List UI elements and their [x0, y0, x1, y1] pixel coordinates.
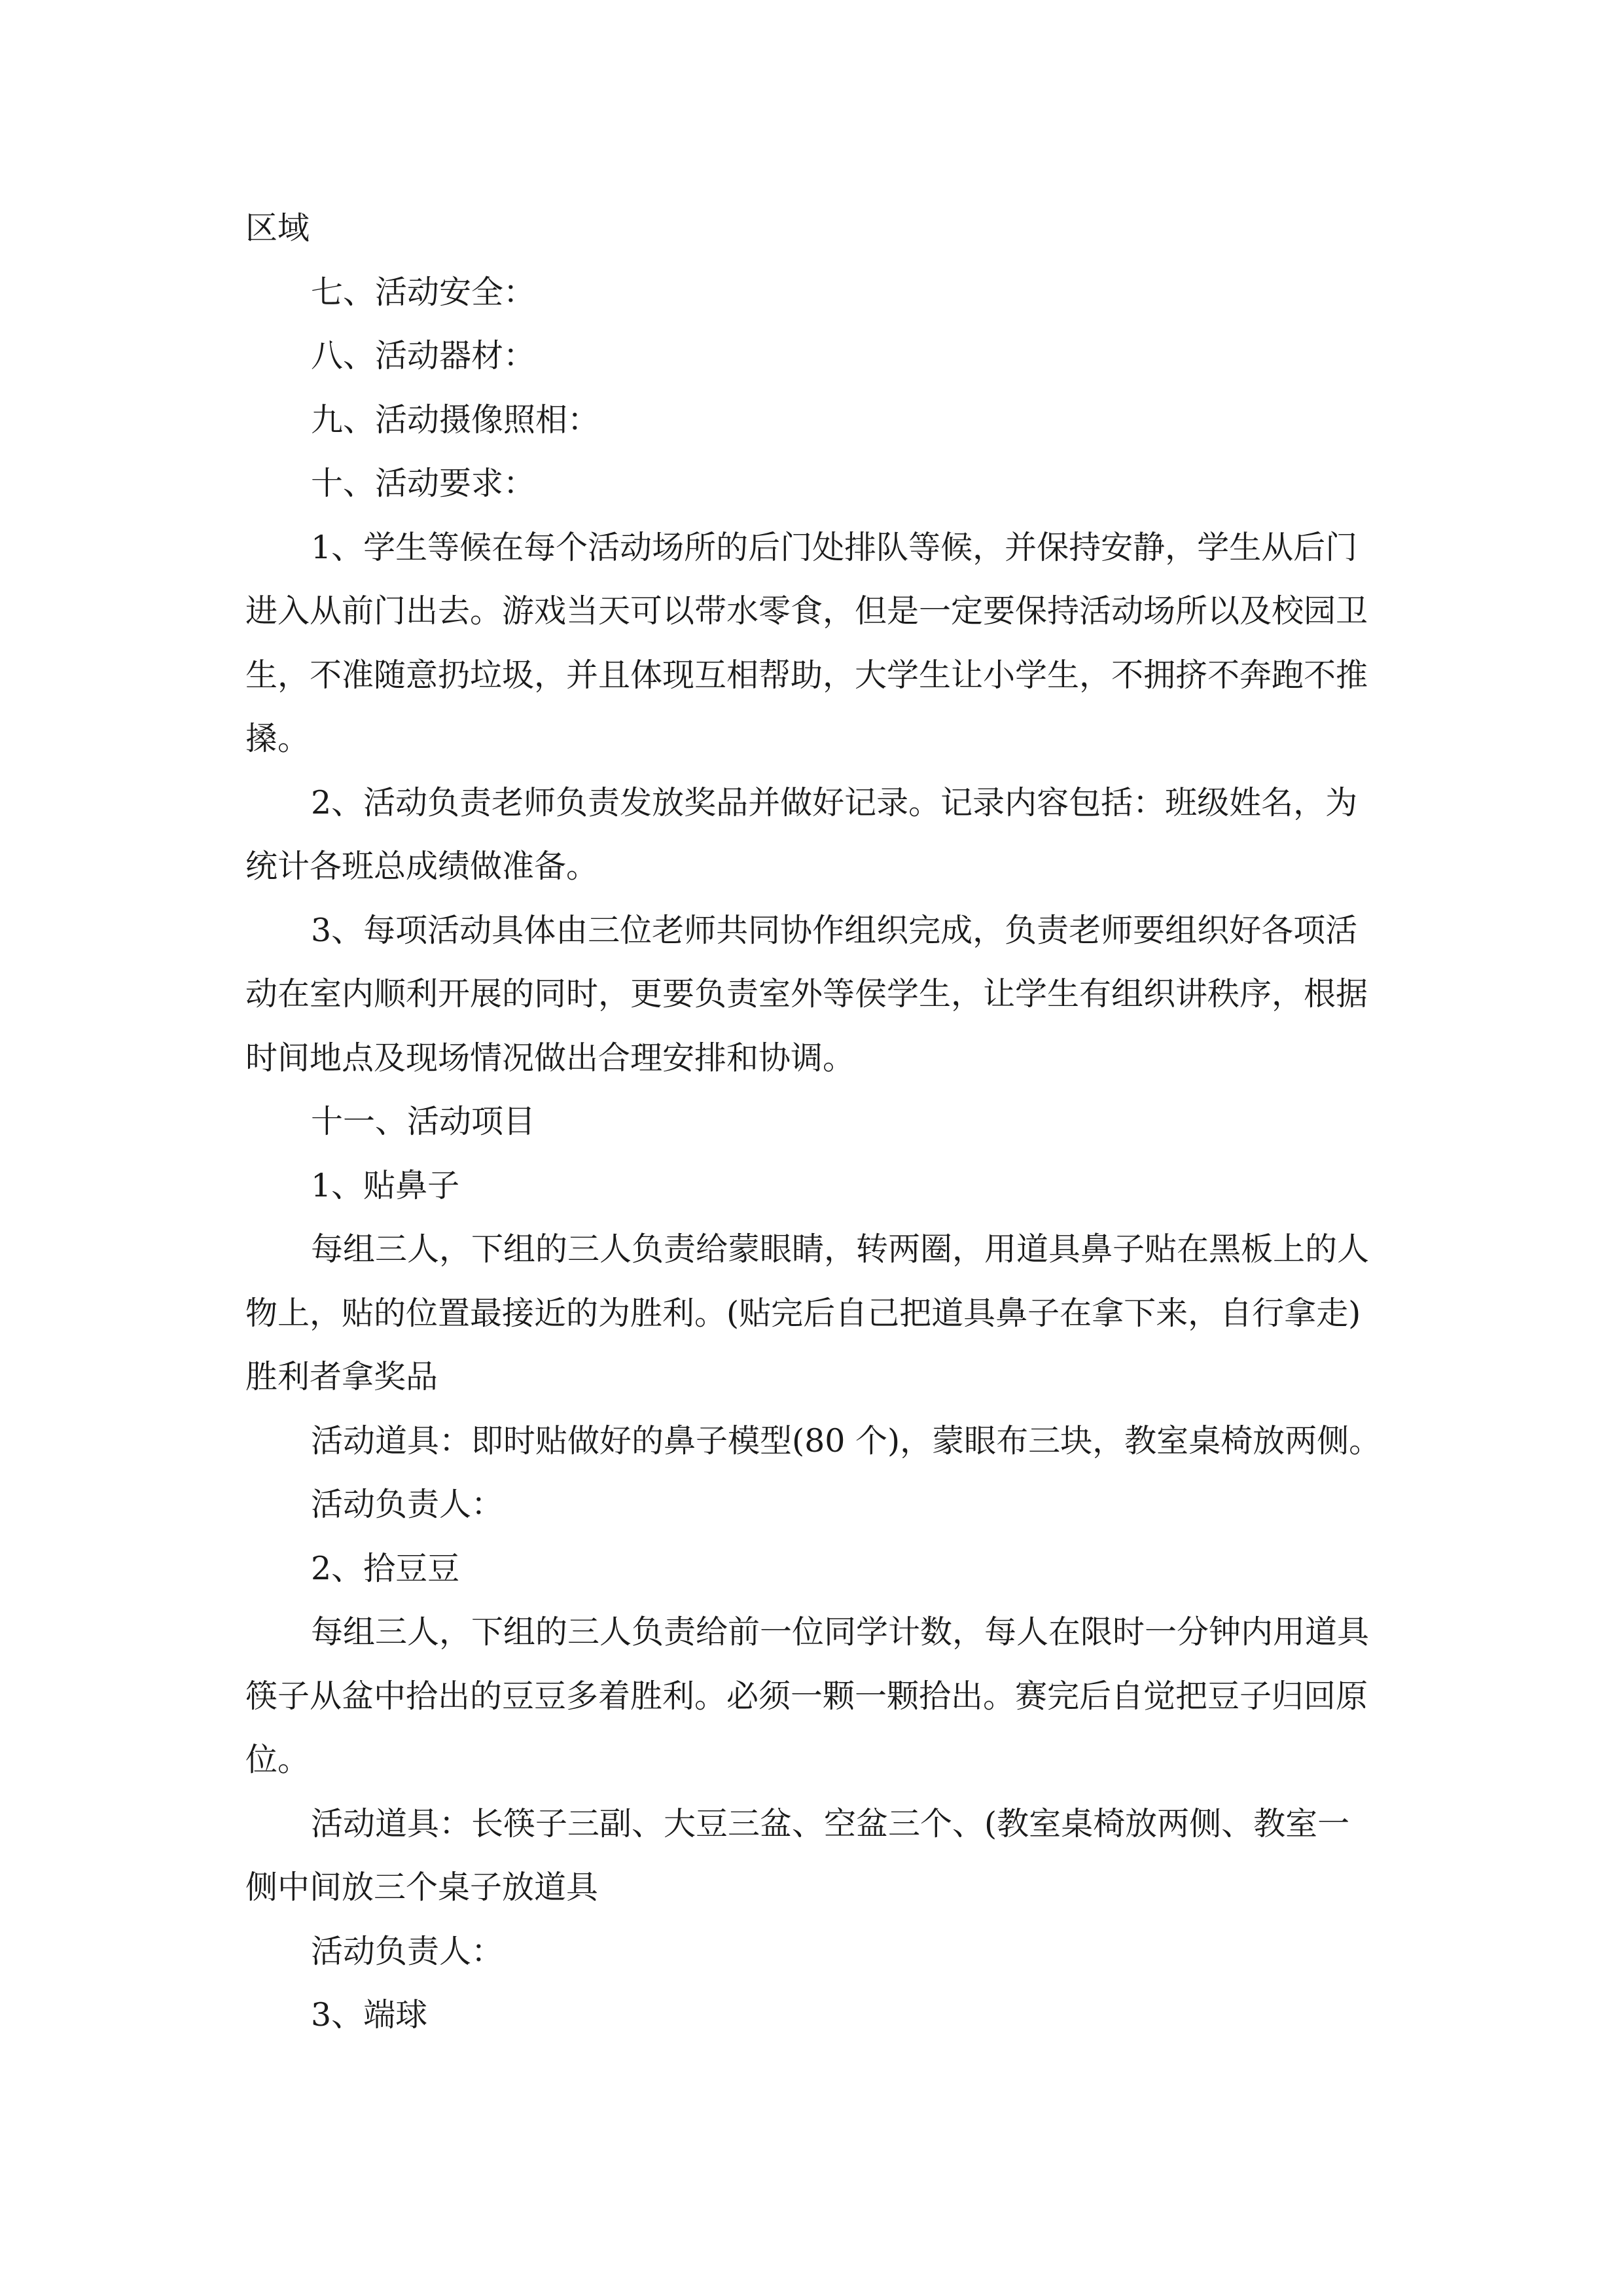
text-line-25: 位。 — [245, 1741, 310, 1778]
text-line-6: 1、学生等候在每个活动场所的后门处排队等候，并保持安静，学生从后门 — [311, 528, 1358, 566]
activity-owner-1: 活动负责人： — [311, 1486, 504, 1523]
text-line-19: 胜利者拿奖品 — [245, 1358, 438, 1395]
text-line-26: 活动道具：长筷子三副、大豆三盆、空盆三个、(教室桌椅放两侧、教室一 — [311, 1804, 1350, 1842]
section-heading-activities: 十一、活动项目 — [311, 1103, 536, 1140]
text-line-7: 进入从前门出去。游戏当天可以带水零食，但是一定要保持活动场所以及校园卫 — [245, 592, 1368, 630]
activity-owner-2: 活动负责人： — [311, 1932, 504, 1970]
text-line-10: 2、活动负责老师负责发放奖品并做好记录。记录内容包括：班级姓名，为 — [311, 783, 1358, 821]
section-heading-safety: 七、活动安全： — [311, 273, 536, 311]
text-line-14: 时间地点及现场情况做出合理安排和协调。 — [245, 1039, 855, 1077]
activity-title-1: 1、贴鼻子 — [311, 1166, 460, 1204]
section-heading-photography: 九、活动摄像照相： — [311, 401, 600, 439]
section-heading-equipment: 八、活动器材： — [311, 337, 536, 374]
text-line-9: 搡。 — [245, 720, 310, 757]
activity-title-2: 2、拾豆豆 — [311, 1549, 460, 1587]
section-heading-requirements: 十、活动要求： — [311, 465, 536, 502]
document-page — [245, 196, 1381, 2047]
text-line-13: 动在室内顺利开展的同时，更要负责室外等侯学生，让学生有组织讲秩序，根据 — [245, 975, 1368, 1013]
text-line-20: 活动道具：即时贴做好的鼻子模型(80 个)，蒙眼布三块，教室桌椅放两侧。 — [311, 1422, 1382, 1460]
text-line-12: 3、每项活动具体由三位老师共同协作组织完成，负责老师要组织好各项活 — [311, 911, 1358, 949]
text-line-23: 每组三人，下组的三人负责给前一位同学计数，每人在限时一分钟内用道具 — [311, 1613, 1370, 1651]
text-line-27: 侧中间放三个桌子放道具 — [245, 1869, 599, 1906]
activity-title-3: 3、端球 — [311, 1996, 428, 2034]
text-line-1: 区域 — [245, 209, 310, 247]
text-line-24: 筷子从盆中拾出的豆豆多着胜利。必须一颗一颗拾出。赛完后自觉把豆子归回原 — [245, 1677, 1368, 1715]
text-line-11: 统计各班总成绩做准备。 — [245, 848, 599, 885]
text-line-8: 生，不准随意扔垃圾，并且体现互相帮助，大学生让小学生，不拥挤不奔跑不推 — [245, 656, 1368, 694]
text-line-17: 每组三人，下组的三人负责给蒙眼睛，转两圈，用道具鼻子贴在黑板上的人 — [311, 1230, 1370, 1268]
text-line-18: 物上，贴的位置最接近的为胜利。(贴完后自己把道具鼻子在拿下来，自行拿走) — [245, 1294, 1361, 1332]
